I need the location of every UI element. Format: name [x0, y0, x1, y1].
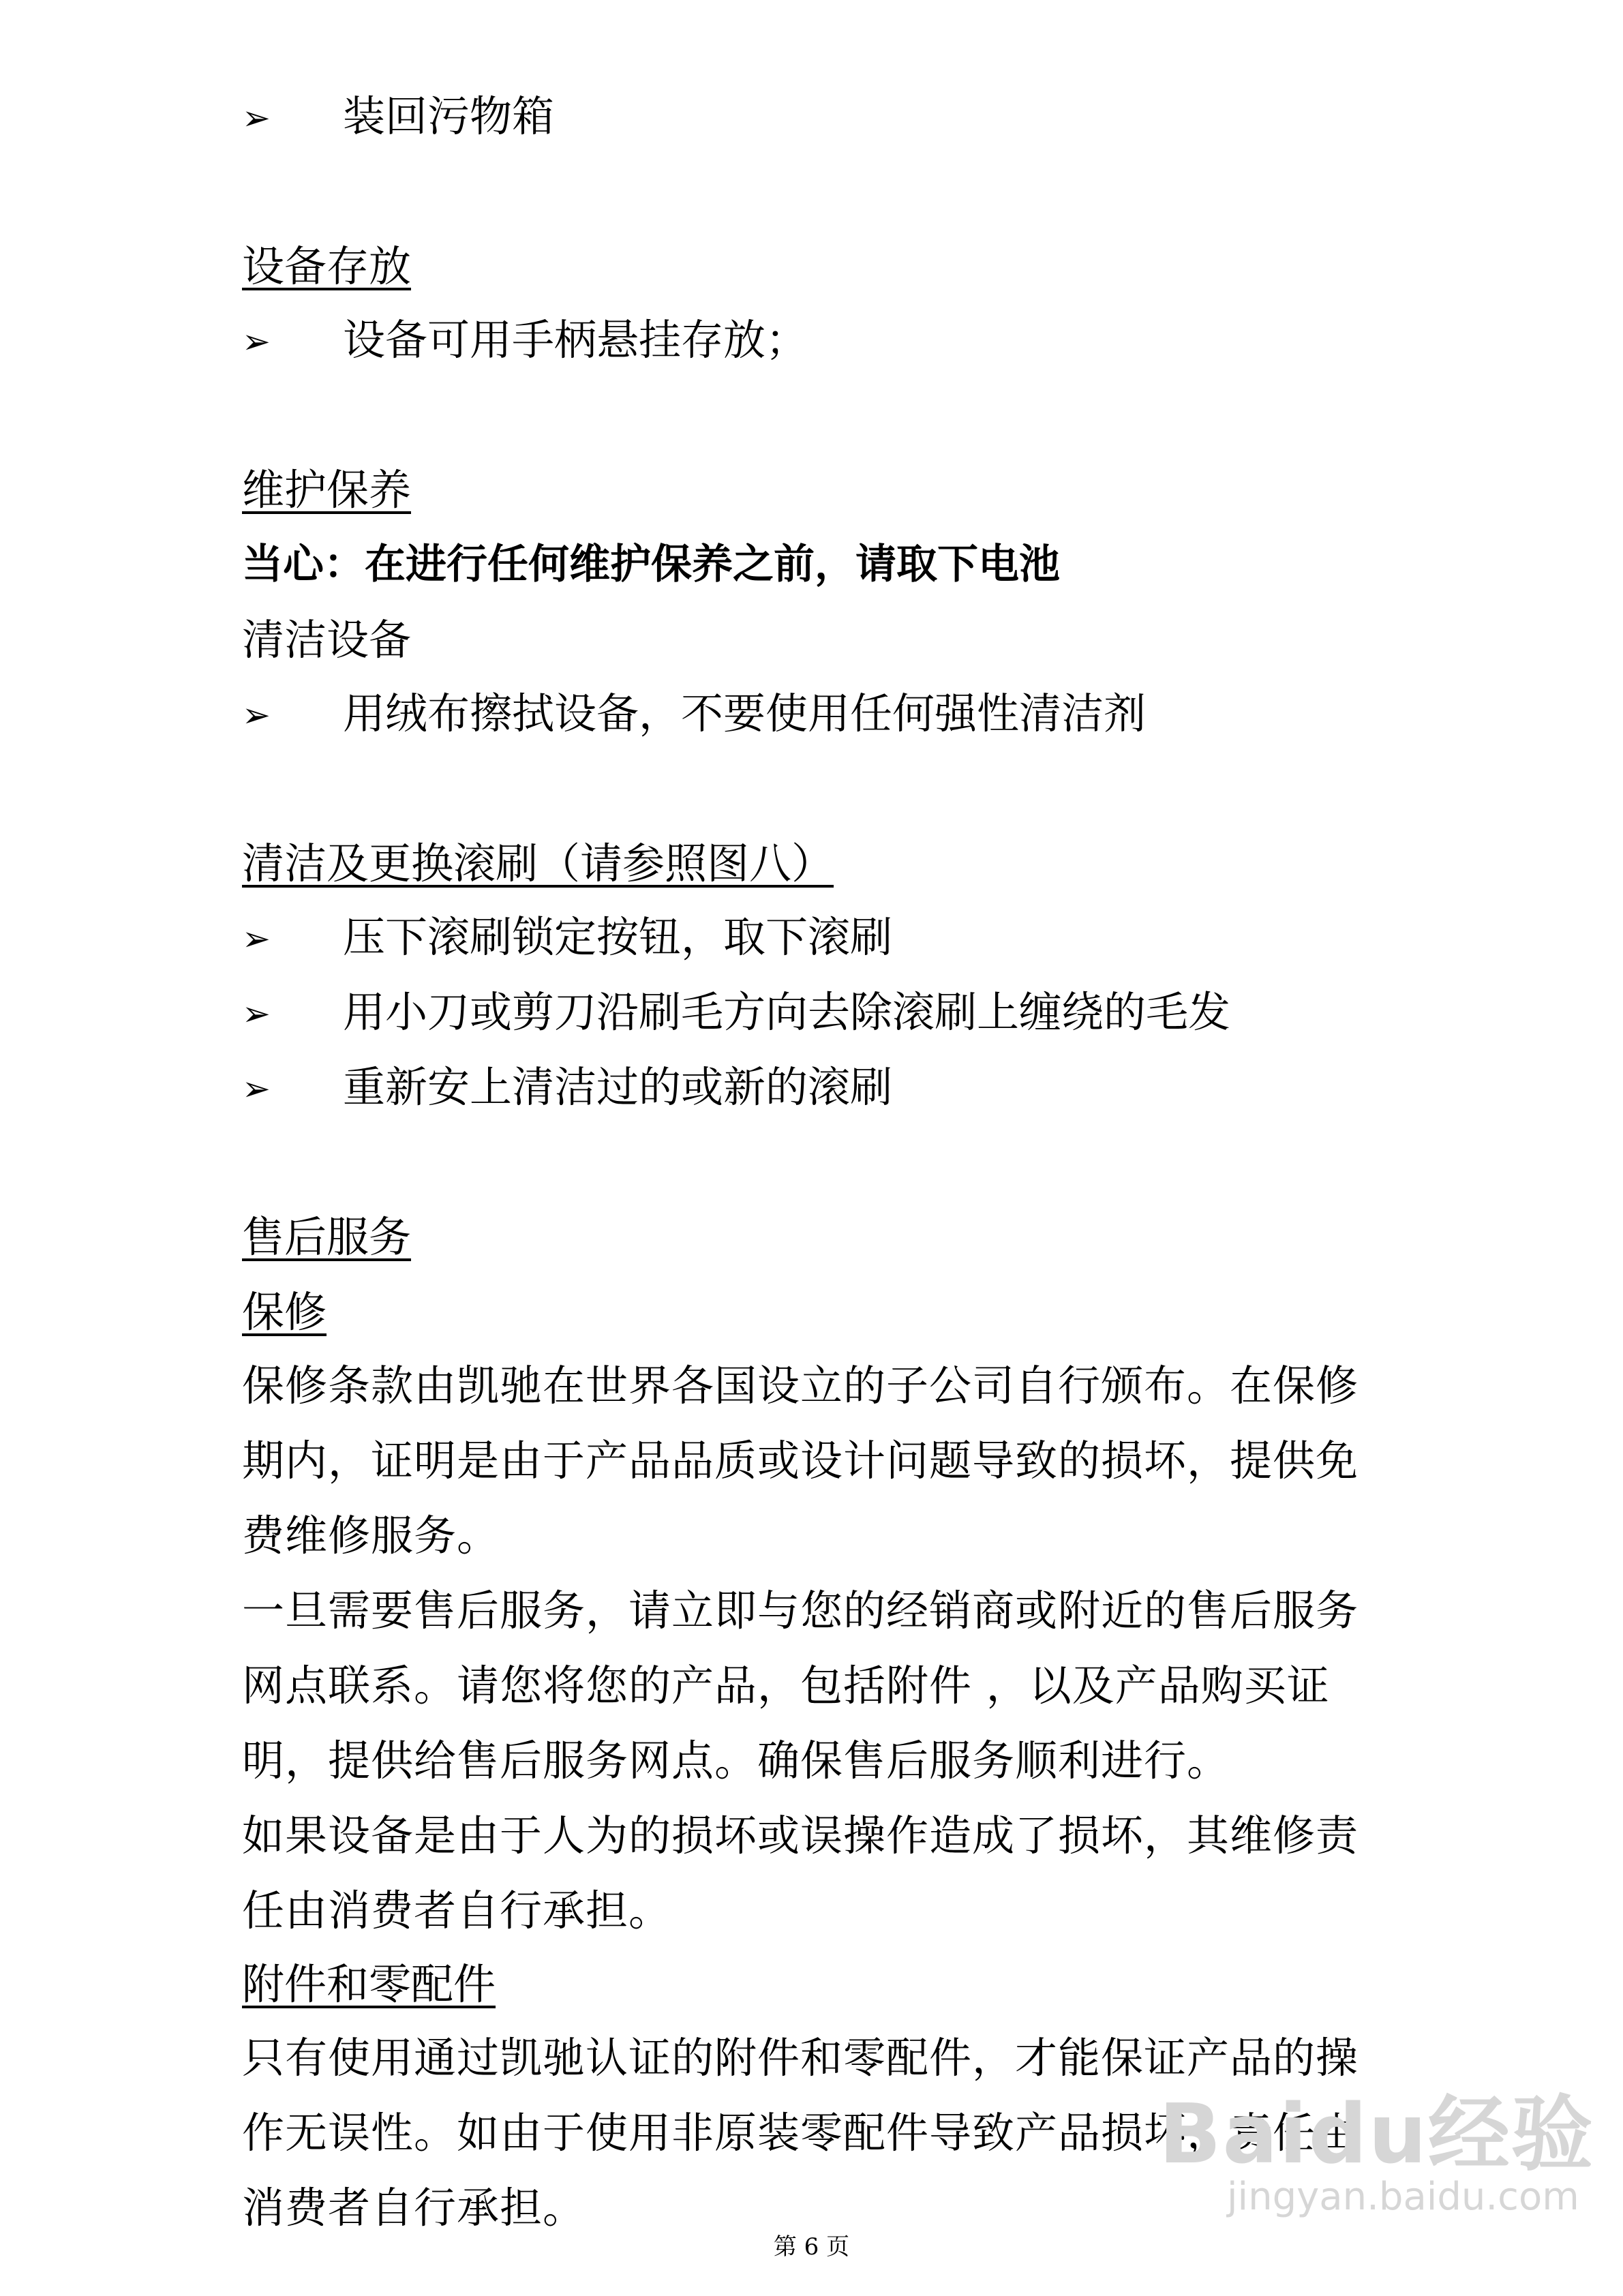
parts-paragraph: 只有使用通过凯驰认证的附件和零配件，才能保证产品的操作无误性。如由于使用非原装零配件导致产品损坏，责任由消费者自行承担。 — [242, 2033, 1359, 2233]
storage-heading: 设备存放 — [242, 241, 412, 291]
list-item: 压下滚刷锁定按钮，取下滚刷 — [343, 912, 893, 962]
warranty-paragraph: 如果设备是由于人为的损坏或误操作造成了损坏，其维修责任由消费者自行承担。 — [242, 1811, 1359, 1935]
warranty-paragraph: 保修条款由凯驰在世界各国设立的子公司自行颁布。在保修期内，证明是由于产品品质或设计问题导致的损坏，提供免费维修服务。 — [242, 1361, 1359, 1560]
brush-heading: 清洁及更换滚刷（请参照图八） — [242, 839, 834, 888]
warranty-paragraph: 一旦需要售后服务，请立即与您的经销商或附近的售后服务网点联系。请您将您的产品，包括附件 ，以及产品购买证明，提供给售后服务网点。确保售后服务顺利进行。 — [242, 1586, 1359, 1785]
page-number: 第 6 页 — [773, 2233, 850, 2261]
bullet-arrow-icon: ➢ — [242, 1069, 271, 1108]
list-item: 设备可用手柄悬挂存放； — [343, 315, 808, 365]
bullet-arrow-icon: ➢ — [242, 919, 271, 958]
list-item: 装回污物箱 — [343, 91, 555, 141]
warranty-heading: 保修 — [242, 1287, 327, 1337]
bullet-arrow-icon: ➢ — [242, 994, 271, 1033]
bullet-arrow-icon: ➢ — [242, 695, 271, 735]
maintenance-heading: 维护保养 — [242, 465, 412, 515]
after-sales-heading: 售后服务 — [242, 1212, 412, 1262]
parts-heading: 附件和零配件 — [242, 1959, 496, 2009]
warning-text: 当心：在进行任何维护保养之前，请取下电池 — [242, 541, 1060, 588]
list-item: 用小刀或剪刀沿刷毛方向去除滚刷上缠绕的毛发 — [343, 987, 1231, 1037]
watermark-url: jingyan.baidu.com — [1227, 2175, 1579, 2219]
bullet-arrow-icon: ➢ — [242, 322, 271, 361]
list-item: 用绒布擦拭设备，不要使用任何强性清洁剂 — [343, 689, 1147, 738]
clean-device-heading: 清洁设备 — [242, 615, 412, 665]
bullet-arrow-icon: ➢ — [242, 98, 271, 138]
list-item: 重新安上清洁过的或新的滚刷 — [343, 1062, 893, 1112]
baidu-watermark-logo: Baidu经验 — [1159, 2087, 1594, 2182]
